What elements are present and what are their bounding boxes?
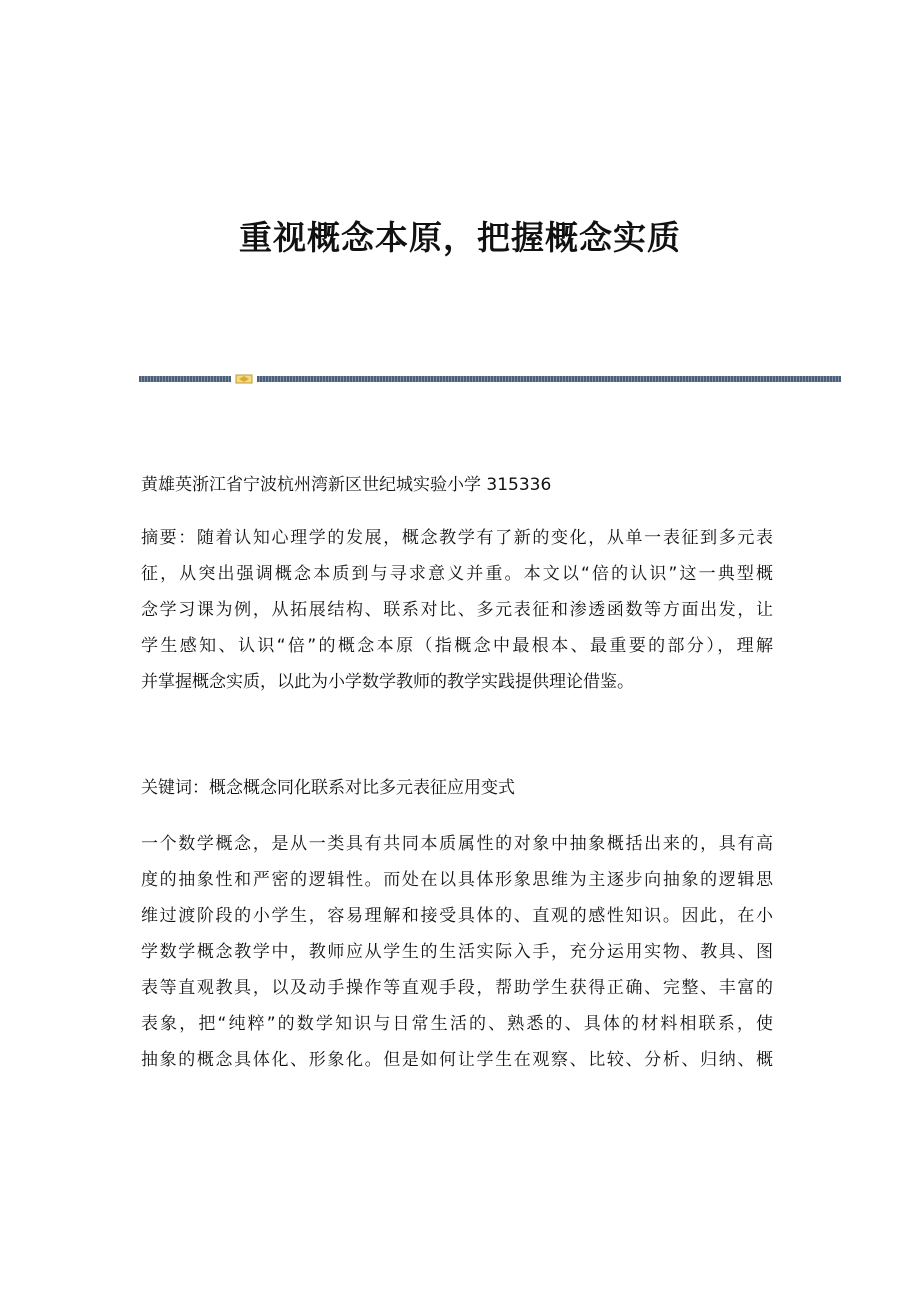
body-line: 维过渡阶段的小学生，容易理解和接受具体的、直观的感性知识。因此，在小 — [141, 906, 773, 926]
body-line: 抽象的概念具体化、形象化。但是如何让学生在观察、比较、分析、归纳、概 — [141, 1050, 773, 1070]
keywords-line: 关键词：概念概念同化联系对比多元表征应用变式 — [141, 778, 515, 798]
keywords-paragraph — [141, 770, 773, 806]
body-paragraph — [141, 826, 773, 1078]
author-affiliation: 黄雄英浙江省宁波杭州湾新区世纪城实验小学 315336 — [141, 475, 552, 495]
author-line — [141, 467, 773, 503]
body-line: 一个数学概念，是从一类具有共同本质属性的对象中抽象概括出来的，具有高 — [141, 834, 773, 854]
abstract-line: 学生感知、认识“倍”的概念本原（指概念中最根本、最重要的部分），理解 — [141, 636, 773, 656]
ornament-icon — [235, 374, 253, 384]
abstract-line: 征，从突出强调概念本质到与寻求意义并重。本文以“倍的认识”这一典型概 — [141, 564, 773, 584]
body-line: 表等直观教具，以及动手操作等直观手段，帮助学生获得正确、完整、丰富的 — [141, 978, 773, 998]
abstract-line: 摘要：随着认知心理学的发展，概念教学有了新的变化，从单一表征到多元表 — [141, 528, 773, 548]
body-line: 度的抽象性和严密的逻辑性。而处在以具体形象思维为主逐步向抽象的逻辑思 — [141, 870, 773, 890]
abstract-paragraph — [141, 520, 773, 700]
document-title: 重视概念本原，把握概念实质 — [239, 218, 681, 257]
abstract-line: 并掌握概念实质，以此为小学数学教师的教学实践提供理论借鉴。 — [141, 672, 634, 692]
divider-bar-right — [257, 376, 841, 382]
body-line: 学数学概念教学中，教师应从学生的生活实际入手，充分运用实物、教具、图 — [141, 942, 773, 962]
divider-bar-left — [139, 376, 231, 382]
body-line: 表象，把“纯粹”的数学知识与日常生活的、熟悉的、具体的材料相联系，使 — [141, 1014, 773, 1034]
title-divider — [139, 374, 841, 384]
abstract-line: 念学习课为例，从拓展结构、联系对比、多元表征和渗透函数等方面出发，让 — [141, 600, 773, 620]
